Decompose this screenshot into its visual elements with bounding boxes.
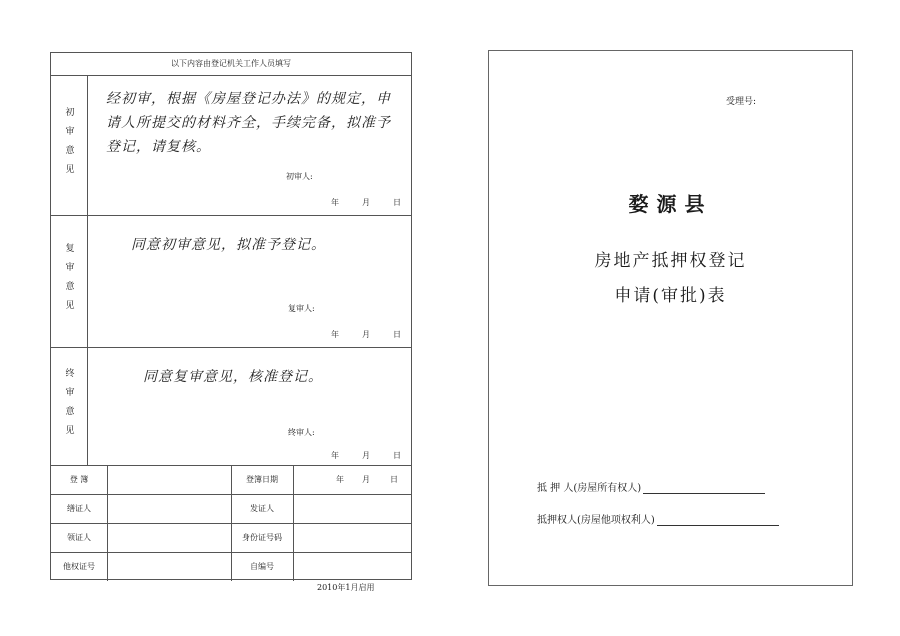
second-review-label-cell [51, 215, 88, 347]
date-day: 日 [393, 451, 401, 460]
date-month: 月 [362, 330, 370, 339]
second-review-section [51, 215, 411, 348]
register-date-label: 登簿日期 [246, 475, 278, 484]
id-number-label: 身份证号码 [242, 533, 282, 542]
date-year: 年 [331, 198, 339, 207]
initial-review-label: 初审意见 [63, 107, 74, 183]
self-no-label: 自编号 [250, 562, 274, 571]
register-book-label: 登 簿 [69, 475, 89, 484]
initial-review-section [51, 75, 411, 216]
register-date-year: 年 [336, 475, 344, 484]
final-review-label: 终审意见 [63, 368, 74, 444]
final-reviewer-label: 终审人: [288, 428, 315, 437]
second-review-text: 同意初审意见，拟准予登记。 [131, 237, 326, 253]
approval-form-page [50, 52, 412, 580]
mortgagor-field [537, 479, 765, 494]
final-review-section [51, 347, 411, 466]
date-month: 月 [362, 198, 370, 207]
initial-review-label-cell [51, 75, 88, 215]
grid-row [51, 465, 411, 495]
grid-row [51, 523, 411, 553]
issuer-label: 发证人 [250, 504, 274, 513]
date-year: 年 [331, 330, 339, 339]
second-reviewer-label: 复审人: [288, 304, 315, 313]
final-review-text: 同意复审意见，核准登记。 [143, 369, 323, 385]
cover-page [488, 50, 853, 586]
mortgagor-line [643, 483, 765, 494]
final-review-label-cell [51, 347, 88, 465]
form-header: 以下内容由登记机关工作人员填写 [51, 53, 411, 76]
register-date-month: 月 [362, 475, 370, 484]
accept-number-label: 受理号: [726, 97, 757, 107]
form-title-line2: 申请(审批)表 [614, 286, 727, 306]
receiver-label: 领证人 [67, 533, 91, 542]
right-cert-no-label: 他权证号 [63, 562, 95, 571]
date-day: 日 [393, 330, 401, 339]
second-review-label: 复审意见 [63, 243, 74, 319]
mortgagee-field [537, 511, 779, 526]
county-title: 婺源县 [628, 192, 713, 216]
mortgagee-label: 抵押权人(房屋他项权利人) [537, 515, 655, 526]
grid-row [51, 552, 411, 581]
date-year: 年 [331, 451, 339, 460]
footer-note: 2010年1月启用 [317, 583, 375, 592]
cert-keeper-label: 缮证人 [67, 504, 91, 513]
initial-review-text: 经初审，根据《房屋登记办法》的规定，申请人所提交的材料齐全，手续完备，拟准予登记，请复核。 [106, 91, 391, 155]
register-date-day: 日 [390, 475, 398, 484]
mortgagee-line [657, 515, 779, 526]
form-title-line1: 房地产抵押权登记 [594, 251, 747, 271]
date-month: 月 [362, 451, 370, 460]
initial-reviewer-label: 初审人: [286, 172, 313, 181]
grid-row [51, 494, 411, 524]
mortgagor-label: 抵 押 人(房屋所有权人) [537, 483, 642, 494]
registration-grid [51, 465, 411, 579]
date-day: 日 [393, 198, 401, 207]
